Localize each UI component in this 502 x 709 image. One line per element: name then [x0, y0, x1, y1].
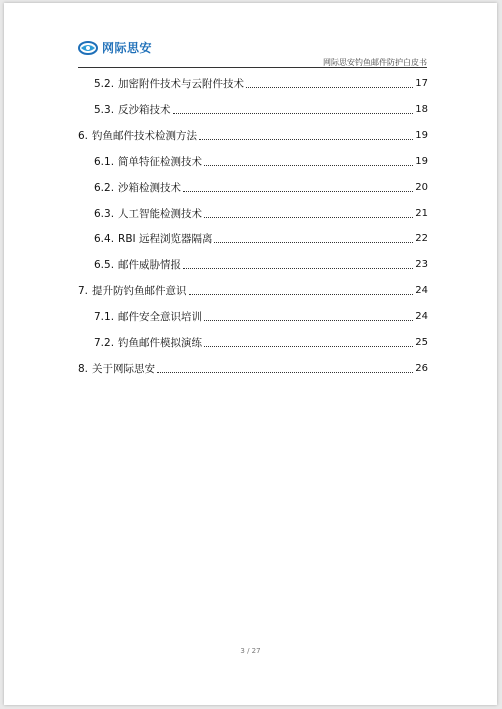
toc-entry-title: 简单特征检测技术 [118, 155, 203, 168]
toc-entry[interactable] [78, 129, 428, 143]
toc-entry-page: 19 [415, 155, 428, 167]
toc-entry-title: 邮件威胁情报 [118, 259, 182, 272]
toc-entry-number: 6.2. [94, 181, 115, 194]
toc-entry[interactable] [78, 284, 428, 298]
toc-entry-number: 6.5. [94, 259, 115, 272]
toc-entry[interactable] [94, 336, 428, 350]
toc-entry[interactable] [94, 232, 428, 246]
document-page [4, 3, 497, 705]
toc-entry[interactable] [94, 310, 428, 324]
toc-entry-number: 7.2. [94, 337, 115, 349]
toc-entry-number: 8. [78, 362, 89, 375]
toc-dot-leader [246, 87, 413, 88]
toc-dot-leader [189, 294, 414, 295]
toc-entry-title: 人工智能检测技术 [118, 207, 203, 220]
toc-entry-page: 24 [415, 311, 428, 323]
toc-entry-number: 6.3. [94, 207, 115, 220]
toc-entry-title: RBI 远程浏览器隔离 [118, 233, 213, 246]
toc-entry-title: 关于网际思安 [92, 362, 156, 375]
toc-entry-page: 25 [415, 337, 428, 348]
toc-dot-leader [204, 346, 413, 347]
toc-dot-leader [173, 113, 414, 114]
toc-entry-page: 18 [415, 103, 428, 115]
toc-entry-number: 7.1. [94, 311, 115, 324]
toc-entry-page: 19 [415, 129, 428, 141]
toc-entry-title: 提升防钓鱼邮件意识 [92, 285, 187, 298]
company-logo [78, 39, 152, 56]
toc-entry-number: 7. [78, 285, 89, 298]
toc-entry-title: 钓鱼邮件模拟演练 [118, 337, 203, 349]
toc-entry[interactable] [94, 77, 428, 91]
toc-entry-title: 反沙箱技术 [118, 103, 171, 116]
toc-entry-number: 5.3. [94, 103, 115, 116]
toc-entry-page: 23 [415, 259, 428, 271]
toc-entry-title: 加密附件技术与云附件技术 [118, 78, 245, 90]
toc-dot-leader [157, 372, 413, 373]
toc-entry-title: 邮件安全意识培训 [118, 311, 203, 324]
toc-dot-leader [204, 320, 413, 321]
toc-entry-number: 6.1. [94, 155, 115, 168]
toc-entry-page: 20 [415, 181, 428, 193]
page-number: 3 / 27 [240, 647, 261, 655]
toc-entry[interactable] [94, 258, 428, 272]
toc-entry-page: 17 [415, 78, 428, 89]
toc-dot-leader [199, 139, 413, 140]
toc-entry-number: 5.2. [94, 78, 115, 90]
toc-dot-leader [214, 242, 413, 243]
toc-dot-leader [183, 268, 413, 269]
toc-entry[interactable] [94, 155, 428, 169]
logo-text: 网际思安 [102, 41, 153, 55]
toc-entry-title: 沙箱检测技术 [118, 181, 182, 194]
toc-entry-page: 26 [415, 362, 428, 374]
toc-entry-page: 24 [415, 285, 428, 297]
toc-entry[interactable] [94, 207, 428, 221]
toc-entry[interactable] [94, 181, 428, 195]
toc-entry-page: 22 [415, 233, 428, 245]
logo-swirl-icon [78, 41, 98, 55]
toc-entry-page: 21 [415, 207, 428, 219]
toc-entry-number: 6.4. [94, 233, 115, 246]
toc-dot-leader [204, 217, 413, 218]
document-title: 网际思安钓鱼邮件防护白皮书 [323, 58, 427, 67]
header-divider [78, 67, 427, 68]
toc-entry-title: 钓鱼邮件技术检测方法 [92, 129, 198, 142]
toc-entry[interactable] [78, 362, 428, 376]
toc-entry-number: 6. [78, 129, 89, 142]
toc-dot-leader [204, 165, 413, 166]
toc-entry[interactable] [94, 103, 428, 117]
toc-dot-leader [183, 191, 413, 192]
